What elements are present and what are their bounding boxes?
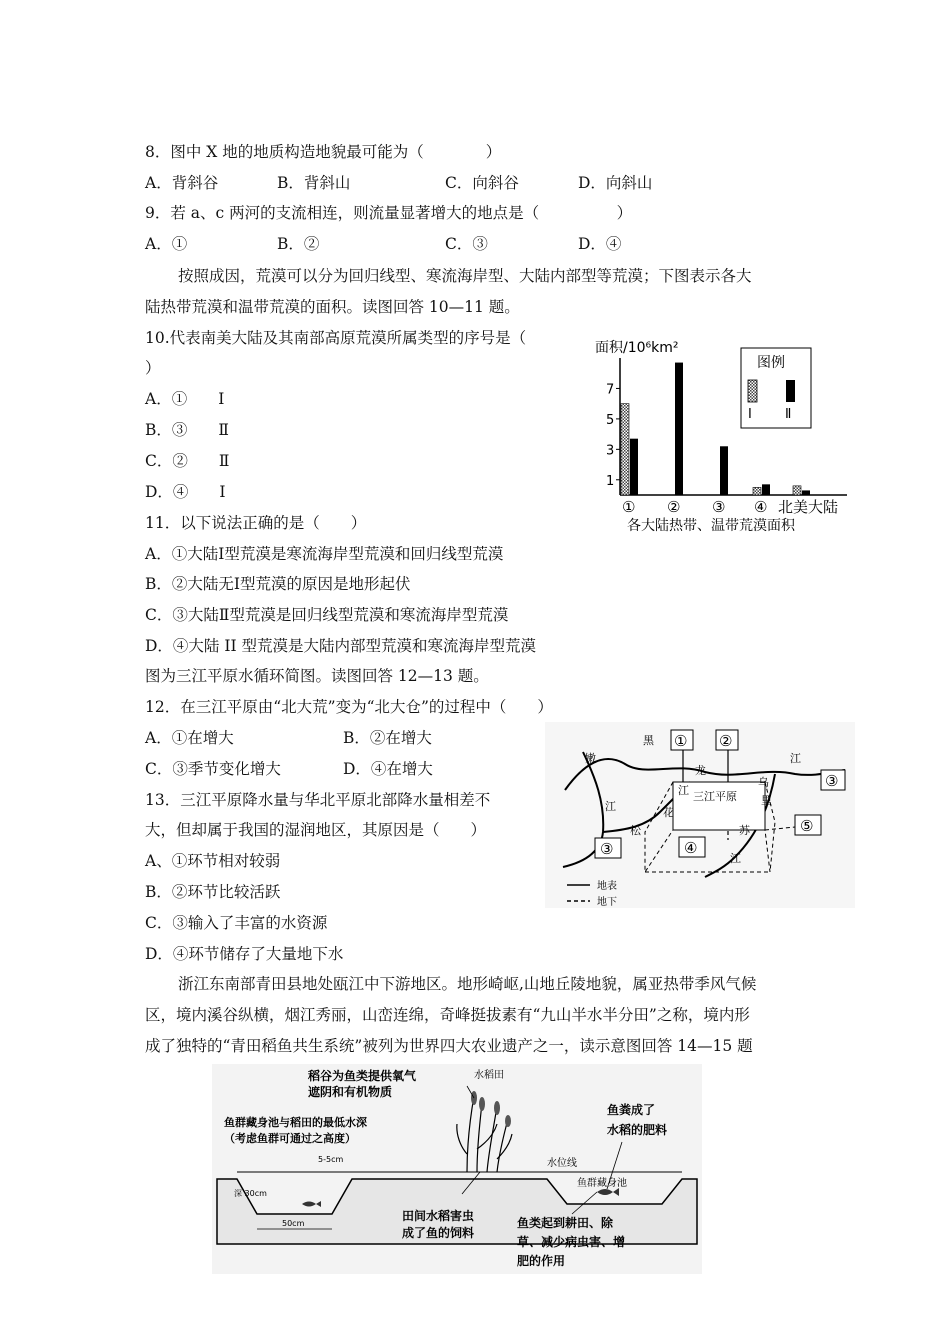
legend-label-i: Ⅰ [748, 407, 752, 422]
x-tick-label: 北美大陆 [778, 498, 839, 516]
chart-legend-title: 图例 [757, 355, 785, 371]
q12-option-c: C．③季节变化增大 [145, 760, 281, 778]
river-char-long: 龙 [695, 764, 706, 777]
q8-option-c: C．向斜谷 [445, 174, 519, 192]
intro1-line1: 按照成因，荒漠可以分为回归线型、寒流海岸型、大陆内部型等荒漠；下图表示各大 [178, 267, 752, 285]
q11-option-d: D．④大陆 II 型荒漠是大陆内部型荒漠和寒流海岸型荒漠 [145, 637, 537, 655]
bar-ii-2 [720, 446, 728, 495]
q12-stem: 12．在三江平原由“北大荒”变为“北大仓”的过程中（ ） [145, 698, 553, 716]
q8-option-b: B．背斜山 [277, 174, 351, 192]
label-manure-2: 水稻的肥料 [607, 1123, 668, 1137]
river-char-li: 里 [761, 794, 772, 807]
intro1-line2: 陆热带荒漠和温带荒漠的面积。读图回答 10—11 题。 [145, 298, 520, 316]
bar-i-4 [793, 486, 801, 495]
river-char-jiang3: 江 [678, 784, 689, 797]
q11-stem: 11．以下说法正确的是（ ） [145, 514, 367, 532]
x-tick-label: ② [667, 498, 681, 516]
label-fish-role-3: 肥的作用 [517, 1254, 566, 1268]
desert-area-chart [585, 330, 855, 540]
box-3-left: ③ [600, 840, 614, 858]
q9-option-c: C．③ [445, 235, 488, 253]
river-char-jiang2: 江 [605, 800, 616, 813]
intro3-line3: 成了独特的“青田稻鱼共生系统”被列为世界四大农业遗产之一，读示意图回答 14—15 题 [145, 1037, 753, 1055]
q10-option-b: B．③ Ⅱ [145, 421, 229, 439]
q13-stem-line1: 13．三江平原降水量与华北平原北部降水量相差不 [145, 791, 491, 809]
q12-option-d: D．④在增大 [343, 760, 433, 778]
legend-surface: 地表 [597, 881, 617, 892]
y-tick-label: 5 [606, 412, 615, 428]
legend-label-ii: Ⅱ [785, 407, 792, 422]
bar-ii-3 [762, 484, 770, 495]
river-char-hei: 黑 [643, 734, 654, 747]
dim-width: 50cm [282, 1219, 305, 1228]
q9-option-a: A．① [145, 235, 188, 253]
bar-ii-0 [630, 439, 638, 495]
box-4: ④ [684, 839, 698, 857]
label-pests-2: 成了鱼的饲料 [402, 1226, 475, 1240]
q11-option-b: B．②大陆无Ⅰ型荒漠的原因是地形起伏 [145, 575, 411, 593]
chart-caption: 各大陆热带、温带荒漠面积 [627, 518, 795, 534]
box-3-right: ③ [825, 772, 839, 790]
label-paddy: 水稻田 [474, 1070, 504, 1081]
river-char-jiang1: 江 [790, 752, 801, 765]
q8-stem: 8．图中 X 地的地质构造地貌最可能为（ ） [145, 143, 502, 161]
label-oxygen-1: 稻谷为鱼类提供氧气 [308, 1069, 417, 1083]
legend-swatch-ii [786, 380, 795, 402]
y-tick-label: 7 [606, 382, 615, 398]
plain-label: 三江平原 [693, 790, 737, 803]
q13-option-b: B．②环节比较活跃 [145, 883, 281, 901]
q13-stem-line2: 大，但却属于我国的湿润地区，其原因是（ ） [145, 821, 487, 839]
q12-option-a: A．①在增大 [145, 729, 234, 747]
legend-underground: 地下 [597, 897, 617, 908]
q11-option-a: A．①大陆Ⅰ型荒漠是寒流海岸型荒漠和回归线型荒漠 [145, 545, 504, 563]
x-tick-label: ④ [754, 498, 768, 516]
label-manure-1: 鱼粪成了 [607, 1103, 656, 1117]
bar-i-3 [753, 487, 761, 495]
river-char-nen: 嫩 [585, 752, 596, 765]
intro2: 图为三江平原水循环简图。读图回答 12—13 题。 [145, 667, 489, 685]
q13-option-c: C．③输入了丰富的水资源 [145, 914, 328, 932]
rice-fish-system-diagram [212, 1064, 702, 1274]
chart-ylabel: 面积/10⁶km² [595, 340, 679, 356]
river-char-wu: 乌 [758, 776, 769, 789]
river-char-jiang4: 江 [730, 852, 741, 865]
q11-option-c: C．③大陆Ⅱ型荒漠是回归线型荒漠和寒流海岸型荒漠 [145, 606, 509, 624]
legend-swatch-i [748, 380, 757, 402]
label-fish-pool: 鱼群藏身池 [577, 1178, 627, 1189]
q10-option-d: D．④ Ⅰ [145, 483, 226, 501]
q9-option-b: B．② [277, 235, 320, 253]
label-depth-1: 鱼群藏身池与稻田的最低水深 [224, 1116, 367, 1129]
river-char-song: 松 [630, 824, 641, 837]
bar-ii-4 [802, 490, 810, 495]
q8-option-a: A．背斜谷 [145, 174, 219, 192]
bar-i-0 [621, 404, 629, 495]
box-1: ① [674, 732, 688, 750]
label-fish-role-2: 草、减少病虫害、增 [517, 1235, 626, 1249]
q9-stem: 9．若 a、c 两河的支流相连，则流量显著增大的地点是（ ） [145, 204, 633, 222]
q13-option-a: A、①环节相对较弱 [145, 852, 281, 870]
river-char-hua: 花 [663, 806, 674, 819]
river-char-su: 苏 [739, 824, 750, 837]
label-depth-2: （考虑鱼群可通过之高度） [224, 1132, 356, 1145]
q12-option-b: B．②在增大 [343, 729, 432, 747]
q13-option-d: D．④环节储存了大量地下水 [145, 945, 344, 963]
q10-option-a: A．① Ⅰ [145, 390, 225, 408]
q9-option-d: D．④ [578, 235, 622, 253]
label-fish-role-1: 鱼类起到耕田、除 [517, 1216, 614, 1230]
label-water-level: 水位线 [547, 1158, 577, 1169]
q10-option-c: C．② Ⅱ [145, 452, 230, 470]
dim-depth: 深 30cm [234, 1189, 267, 1198]
label-pests-1: 田间水稻害虫 [402, 1209, 475, 1223]
y-tick-label: 1 [606, 473, 615, 489]
x-tick-label: ③ [712, 498, 726, 516]
dim-shallow: 5-5cm [318, 1155, 344, 1164]
x-tick-label: ① [622, 498, 636, 516]
intro3-line1: 浙江东南部青田县地处瓯江中下游地区。地形崎岖,山地丘陵地貌，属亚热带季风气候 [178, 975, 757, 993]
box-2: ② [719, 732, 733, 750]
sanjiang-water-cycle-diagram [545, 722, 855, 908]
y-tick-label: 3 [606, 443, 615, 459]
q10-stem: 10.代表南美大陆及其南部高原荒漠所属类型的序号是（ [145, 329, 527, 347]
box-5: ⑤ [800, 817, 814, 835]
q10-stem-close: ） [145, 359, 161, 377]
intro3-line2: 区，境内溪谷纵横，烟江秀丽，山峦连绵，奇峰挺拔素有“九山半水半分田”之称，境内形 [145, 1006, 750, 1024]
label-oxygen-2: 遮阴和有机物质 [308, 1085, 393, 1099]
q8-option-d: D．向斜山 [578, 174, 653, 192]
bar-ii-1 [675, 363, 683, 495]
